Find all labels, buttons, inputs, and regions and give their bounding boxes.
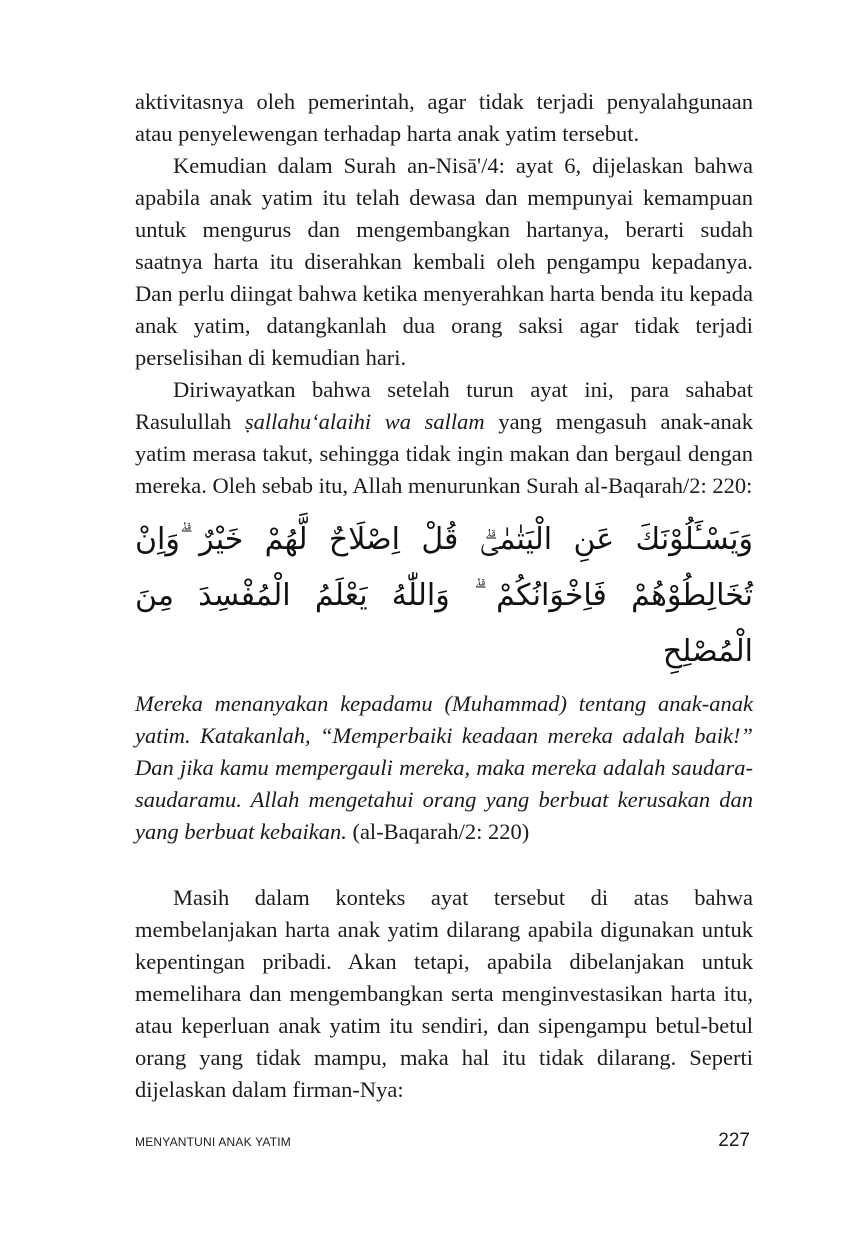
paragraph-3-text-start: Diriwayatkan bahwa setelah turun ayat ini, para sahabat Rasulullah	[135, 377, 753, 434]
section-spacer	[135, 848, 753, 882]
paragraph-2: Kemudian dalam Surah an-Nisā'/4: ayat 6, dijelaskan bahwa apabila anak yatim itu telah dewasa dan mempunyai kemampuan untuk mengurus dan mengembangkan hartanya, berarti sudah saatnya harta itu diserahkan kembali oleh pengampu kepadanya. Dan perlu diingat bahwa ketika menyerahkan harta benda itu kepada anak yatim, datangkanlah dua orang saksi agar tidak terjadi perselisihan di kemudian hari.	[135, 153, 753, 370]
running-footer-title: MENYANTUNI ANAK YATIM	[135, 1135, 291, 1149]
paragraph-4: Masih dalam konteks ayat tersebut di atas bahwa membelanjakan harta anak yatim dilarang apabila digunakan untuk kepentingan pribadi. Akan tetapi, apabila dibelanjakan untuk memelihara dan mengembangkan serta menginvestasikan harta itu, atau keperluan anak yatim itu sendiri, dan sipengampu betul-betul orang yang tidak mampu, maka hal itu tidak dilarang. Seperti dijelaskan dalam firman-Nya:	[135, 885, 753, 1102]
page-number: 227	[718, 1130, 750, 1151]
paragraph-3-text-end: yang mengasuh anak-anak yatim merasa takut, sehingga tidak ingin makan dan bergaul dengan mereka. Oleh sebab itu, Allah menurunkan Surah al-Baqarah/2: 220:	[135, 409, 753, 498]
verse-translation	[135, 688, 753, 848]
paragraph-1: aktivitasnya oleh pemerintah, agar tidak terjadi penyalahgunaan atau penyelewengan terhadap harta anak yatim tersebut.	[135, 89, 753, 146]
page-content	[135, 86, 753, 1106]
verse-translation-text: Mereka menanyakan kepadamu (Muhammad) tentang anak-anak yatim. Katakanlah, “Memperbaiki keadaan mereka adalah baik!” Dan jika kamu mempergauli mereka, maka mereka adalah saudara-saudaramu. Allah mengetahui orang yang berbuat kerusakan dan yang berbuat kebaikan.	[135, 691, 753, 844]
salawat-italic: ṣallahu‘alaihi wa sallam	[244, 409, 485, 434]
paragraph-3	[135, 374, 753, 502]
quran-verse-arabic: وَيَسْـَٔلُوْنَكَ عَنِ الْيَتٰمٰىۗ قُلْ اِصْلَاحٌ لَّهُمْ خَيْرٌ ۗوَاِنْ تُخَالِطُوْهُمْ فَاِخْوَانُكُمْ ۗ وَاللّٰهُ يَعْلَمُ الْمُفْسِدَ مِنَ الْمُصْلِحِ	[135, 522, 753, 669]
verse-reference: (al-Baqarah/2: 220)	[346, 819, 530, 844]
